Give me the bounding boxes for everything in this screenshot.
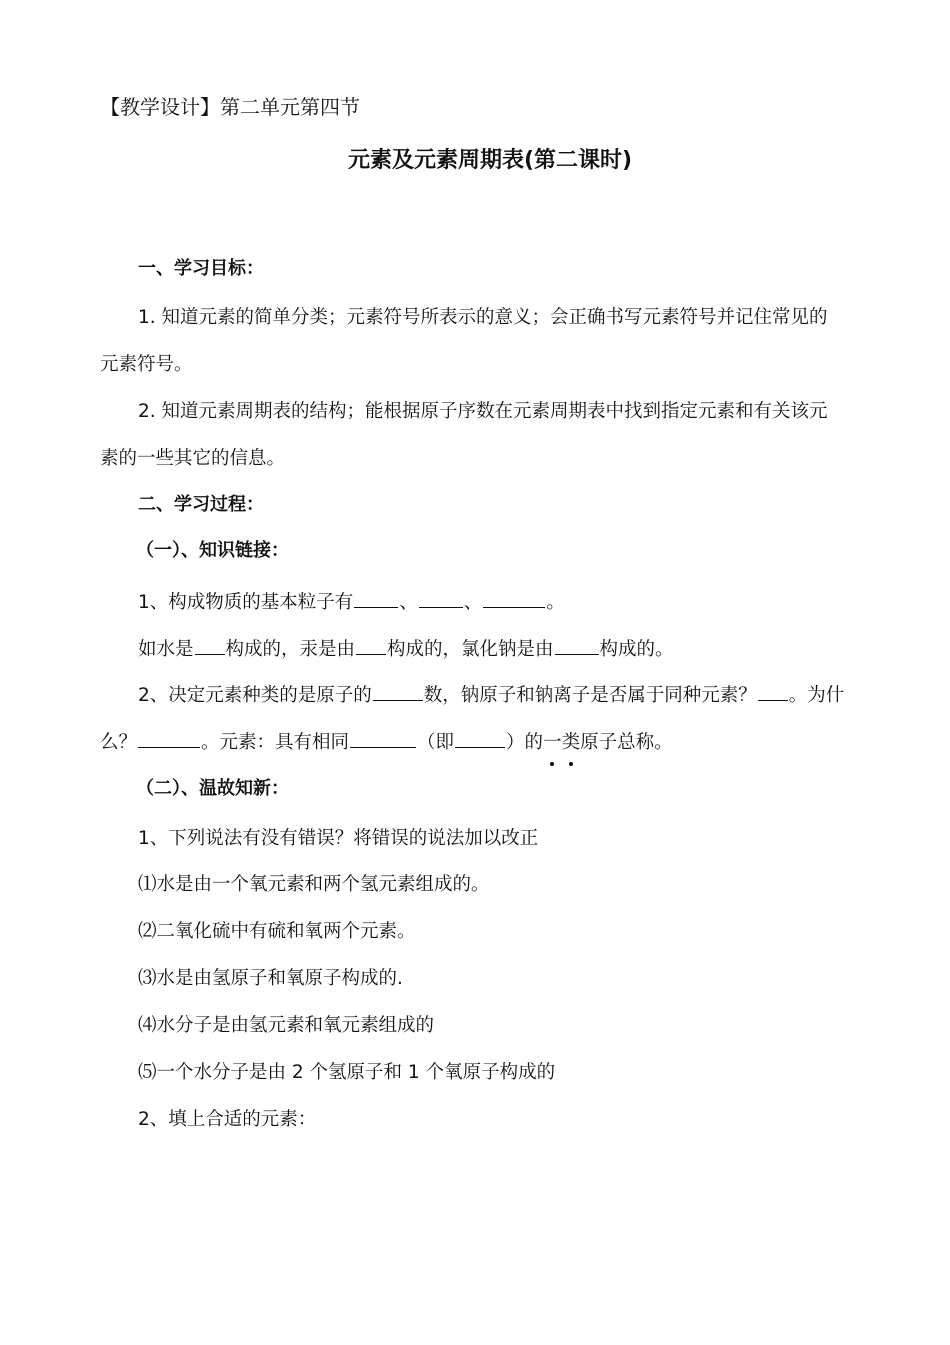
separator: 、	[463, 592, 483, 613]
question-1-examples	[138, 636, 674, 663]
emphasized-char: 类	[562, 730, 581, 756]
question-text: 。元素：具有相同	[201, 732, 350, 753]
question-1-particles	[138, 589, 565, 616]
question-2-line-2	[100, 729, 673, 756]
page-title: 元素及元素周期表(第二课时)	[347, 148, 633, 173]
answer-blank[interactable]	[555, 636, 599, 655]
lesson-tag: 【教学设计】第二单元第四节	[100, 95, 360, 119]
goal-1-line-2: 元素符号。	[100, 354, 193, 375]
answer-blank[interactable]	[455, 729, 505, 748]
list-item: ⑶水是由氢原子和氧原子构成的.	[138, 968, 403, 989]
question-text: 么？	[100, 732, 138, 753]
review-question-1: 1、下列说法有没有错误？将错误的说法加以改正	[138, 828, 539, 849]
question-text: 如水是	[138, 639, 194, 660]
question-text: 原子总称。	[580, 732, 673, 753]
list-item: ⑸一个水分子是由 2 个氢原子和 1 个氧原子构成的	[138, 1062, 556, 1083]
question-text: 构成的。	[599, 639, 674, 660]
subsection-heading-knowledge-link: （一）、知识链接：	[136, 540, 289, 561]
question-text: （即	[417, 732, 455, 753]
question-text: 。为什	[788, 685, 845, 706]
subsection-heading-review: （二）、温故知新：	[136, 778, 289, 799]
answer-blank[interactable]	[195, 636, 225, 655]
question-text: ）的	[506, 732, 544, 753]
question-end: 。	[546, 592, 565, 613]
answer-blank[interactable]	[356, 636, 386, 655]
question-text: 1、构成物质的基本粒子有	[138, 592, 354, 613]
answer-blank[interactable]	[758, 682, 788, 701]
answer-blank[interactable]	[350, 729, 416, 748]
goal-1-line-1: 1. 知道元素的简单分类；元素符号所表示的意义；会正确书写元素符号并记住常见的	[138, 307, 828, 328]
list-item: ⑵二氧化硫中有硫和氧两个元素。	[138, 921, 416, 942]
review-question-2: 2、填上合适的元素：	[138, 1109, 317, 1130]
emphasized-char: 一	[543, 730, 562, 756]
question-text: 数，钠原子和钠离子是否属于同种元素？	[423, 685, 757, 706]
list-item: ⑷水分子是由氢元素和氧元素组成的	[138, 1015, 435, 1036]
separator: 、	[399, 592, 418, 613]
section-heading-goals: 一、学习目标：	[138, 258, 264, 279]
section-heading-process: 二、学习过程：	[138, 494, 264, 515]
list-item: ⑴水是由一个氧元素和两个氢元素组成的。	[138, 874, 490, 895]
question-text: 构成的，汞是由	[225, 639, 356, 660]
answer-blank[interactable]	[419, 589, 463, 608]
answer-blank[interactable]	[354, 589, 398, 608]
answer-blank[interactable]	[483, 589, 545, 608]
answer-blank[interactable]	[373, 682, 423, 701]
question-2-line-1	[138, 682, 844, 709]
answer-blank[interactable]	[138, 729, 200, 748]
goal-2-line-1: 2. 知道元素周期表的结构；能根据原子序数在元素周期表中找到指定元素和有关该元	[138, 401, 828, 422]
question-text: 构成的，氯化钠是由	[387, 639, 554, 660]
question-text: 2、决定元素种类的是原子的	[138, 685, 372, 706]
goal-2-line-2: 素的一些其它的信息。	[100, 448, 286, 469]
